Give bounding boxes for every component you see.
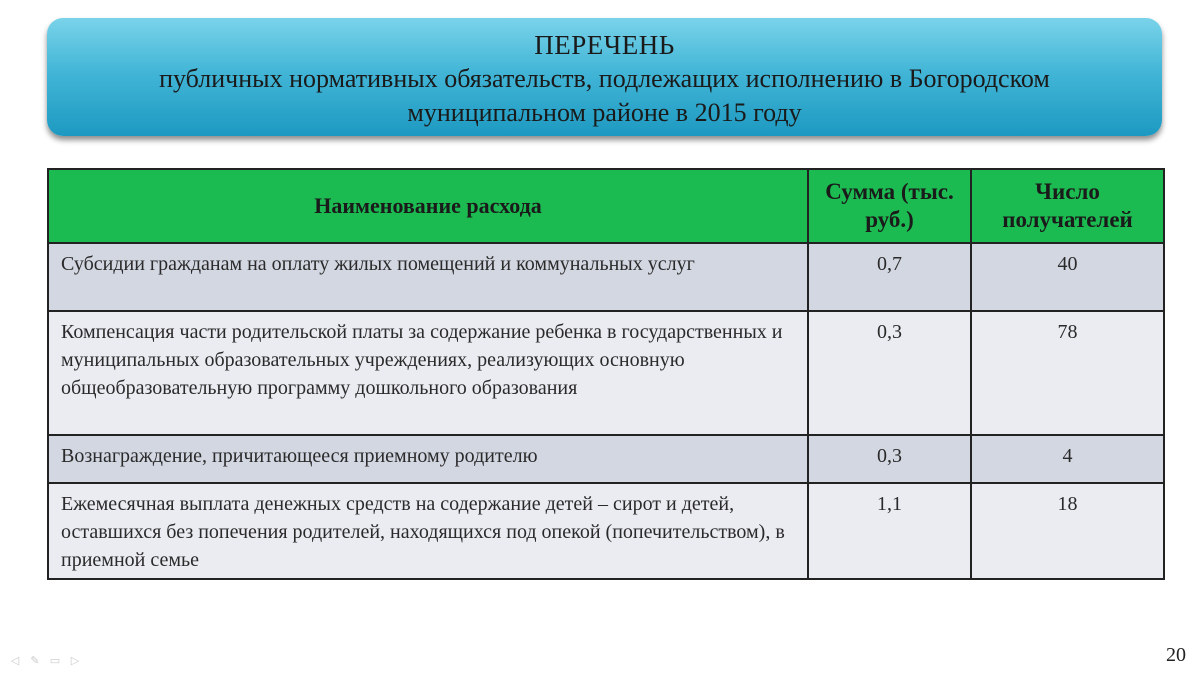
table-row <box>48 243 1164 311</box>
recipients-cell: 18 <box>971 483 1164 579</box>
next-slide-icon[interactable]: ▷ <box>70 654 80 667</box>
sum-cell: 0,3 <box>808 435 971 483</box>
slideshow-controls <box>8 654 82 667</box>
header-recipients: Число получателей <box>971 169 1164 243</box>
slide-title-banner <box>47 18 1162 136</box>
recipients-cell: 4 <box>971 435 1164 483</box>
recipients-cell: 78 <box>971 311 1164 435</box>
table-row <box>48 435 1164 483</box>
sum-cell: 0,3 <box>808 311 971 435</box>
obligations-table <box>47 168 1165 580</box>
sum-cell: 1,1 <box>808 483 971 579</box>
table-row <box>48 483 1164 579</box>
expense-name-cell: Компенсация части родительской платы за содержание ребенка в государственных и муниципальных образовательных учреждениях, реализующих основную общеобразовательную программу дошкольного образования <box>48 311 808 435</box>
slide-menu-icon[interactable]: ▭ <box>49 654 61 667</box>
previous-slide-icon[interactable]: ◁ <box>10 654 20 667</box>
title-heading: ПЕРЕЧЕНЬ <box>534 30 675 60</box>
header-expense-name: Наименование расхода <box>48 169 808 243</box>
page-number: 20 <box>1166 644 1186 666</box>
pen-icon[interactable]: ✎ <box>30 654 40 667</box>
header-sum: Сумма (тыс. руб.) <box>808 169 971 243</box>
table-header-row <box>48 169 1164 243</box>
title-subtitle-line-2: муниципальном районе в 2015 году <box>407 98 802 127</box>
expense-name-cell: Субсидии гражданам на оплату жилых помещений и коммунальных услуг <box>48 243 808 311</box>
table-row <box>48 311 1164 435</box>
expense-name-cell: Ежемесячная выплата денежных средств на содержание детей – сирот и детей, оставшихся без попечения родителей, находящихся под опекой (попечительством), в приемной семье <box>48 483 808 579</box>
recipients-cell: 40 <box>971 243 1164 311</box>
sum-cell: 0,7 <box>808 243 971 311</box>
expense-name-cell: Вознаграждение, причитающееся приемному родителю <box>48 435 808 483</box>
title-subtitle-line-1: публичных нормативных обязательств, подлежащих исполнению в Богородском <box>159 64 1050 93</box>
